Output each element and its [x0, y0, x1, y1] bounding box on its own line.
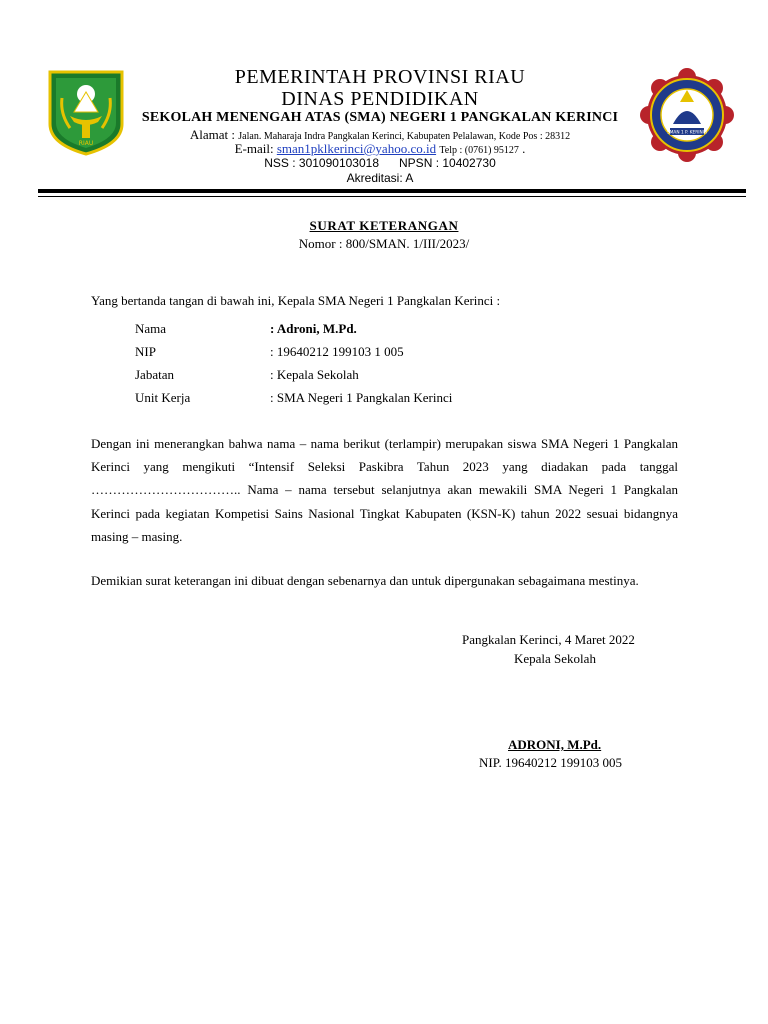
government-title: PEMERINTAH PROVINSI RIAU — [234, 66, 526, 88]
signer-position: Kepala Sekolah — [514, 651, 596, 666]
contact-line — [0, 141, 760, 157]
signer-nip: NIP. 19640212 199103 005 — [479, 755, 623, 770]
npsn-number: NPSN : 10402730 — [399, 156, 496, 170]
riau-emblem-caption: RIAU — [78, 140, 94, 147]
nss-number: NSS : 301090103018 — [264, 156, 379, 170]
accreditation: Akreditasi: A — [346, 171, 414, 185]
signer-name: ADRONI, M.Pd. — [508, 737, 602, 752]
body-paragraph-statement: Dengan ini menerangkan bahwa nama – nama berikut (terlampir) merupakan siswa SMA Negeri 1 Pangkalan Kerinci yang mengikuti “Intensif Seleksi Paskibra Tahun 2023 yang diadakan pada tanggal …………………………….. Nama – nama tersebut selanjutnya akan mewakili SMA Negeri 1 Pangkalan Kerinci pada kegiatan Kompetisi Sains Nasional Tingkat Kabupaten (KSN-K) tahun 2022 sesuai bidangnya masing – masing. — [91, 436, 678, 544]
address-text: Jalan. Maharaja Indra Pangkalan Kerinci, Kabupaten Pelalawan, Kode Pos : 28312 — [238, 131, 571, 142]
identity-value-position: : Kepala Sekolah — [270, 367, 359, 382]
email-link[interactable]: sman1pklkerinci@yahoo.co.id — [276, 141, 437, 156]
intro-text: Yang bertanda tangan di bawah ini, Kepala SMA Negeri 1 Pangkalan Kerinci : — [91, 293, 501, 308]
identity-label-nip: NIP — [135, 344, 156, 359]
identity-label-unit: Unit Kerja — [135, 390, 191, 405]
identity-label-name: Nama — [135, 321, 167, 336]
identity-value-unit: : SMA Negeri 1 Pangkalan Kerinci — [270, 390, 453, 405]
email-label: E-mail: — [234, 141, 277, 156]
school-name: SEKOLAH MENENGAH ATAS (SMA) NEGERI 1 PANGKALAN KERINCI — [141, 110, 619, 125]
letter-title: SURAT KETERANGAN — [309, 218, 459, 233]
identity-value-name: : Adroni, M.Pd. — [270, 321, 357, 336]
school-ids-line — [0, 156, 760, 170]
identity-value-nip: : 19640212 199103 1 005 — [270, 344, 404, 359]
letter-number: Nomor : 800/SMAN. 1/III/2023/ — [298, 236, 470, 251]
department-title: DINAS PENDIDIKAN — [281, 88, 479, 110]
letterhead-divider-thin — [38, 196, 746, 197]
place-and-date: Pangkalan Kerinci, 4 Maret 2022 — [462, 632, 635, 647]
letterhead-divider-thick — [38, 189, 746, 193]
phone-suffix: . — [522, 141, 526, 156]
phone-text: Telp : (0761) 95127 — [439, 145, 519, 156]
body-paragraph-closing: Demikian surat keterangan ini dibuat dengan sebenarnya dan untuk dipergunakan sebagaimana mestinya. — [91, 573, 639, 588]
identity-label-position: Jabatan — [135, 367, 174, 382]
address-label: Alamat : — [189, 127, 239, 142]
school-emblem-caption: SMAN 1 P. KERINCI — [667, 130, 707, 136]
